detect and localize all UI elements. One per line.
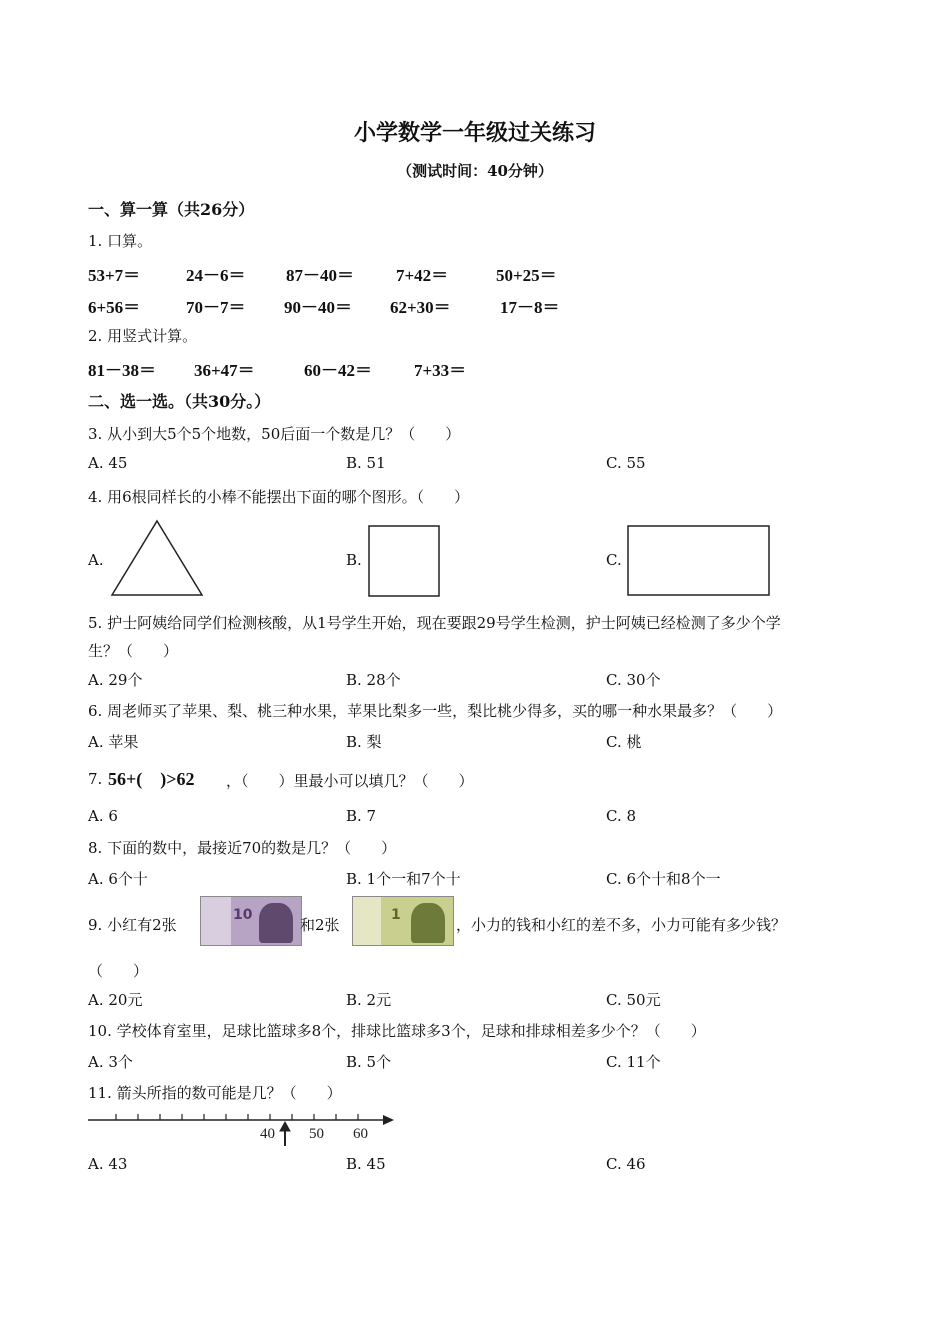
banknote-denomination: 1 xyxy=(391,907,401,923)
triangle-figure xyxy=(110,519,204,597)
option-a: A. 45 xyxy=(88,454,128,472)
rectangle-figure xyxy=(627,525,771,597)
option-b: B. 梨 xyxy=(346,733,382,751)
q2-expr: 7+33＝ xyxy=(414,361,467,380)
option-b: B. 5个 xyxy=(346,1053,392,1071)
q1-expr: 90－40＝ xyxy=(284,298,352,317)
q1-expr: 50+25＝ xyxy=(496,266,557,285)
option-a: A. 6 xyxy=(88,807,118,825)
section-heading-1: 一、算一算（共26分） xyxy=(88,200,255,219)
option-a: A. xyxy=(88,551,104,569)
option-b: B. 45 xyxy=(346,1155,386,1173)
option-a: A. 3个 xyxy=(88,1053,133,1071)
option-b: B. xyxy=(346,551,362,569)
option-c: C. 30个 xyxy=(606,671,661,689)
number-line-label: 50 xyxy=(309,1126,324,1142)
ten-yuan-banknote xyxy=(200,896,302,946)
question-stem: 11. 箭头所指的数可能是几？（ ） xyxy=(88,1084,342,1102)
one-yuan-banknote xyxy=(352,896,454,946)
page-subtitle: （测试时间：40分钟） xyxy=(397,162,553,180)
option-a: A. 苹果 xyxy=(88,733,139,751)
q2-label: 2. 用竖式计算。 xyxy=(88,327,198,345)
question-stem: 和2张 xyxy=(300,916,340,934)
question-stem-cont: 生？（ ） xyxy=(88,642,179,660)
q2-expr: 81－38＝ xyxy=(88,361,156,380)
question-stem: ，（ ）里最小可以填几？（ ） xyxy=(226,772,474,790)
number-line xyxy=(86,1108,398,1148)
option-b: B. 1个一和7个十 xyxy=(346,870,461,888)
option-a: A. 43 xyxy=(88,1155,128,1173)
q1-expr: 6+56＝ xyxy=(88,298,141,317)
number-line-label: 60 xyxy=(353,1126,368,1142)
option-c: C. 11个 xyxy=(606,1053,661,1071)
option-c: C. 50元 xyxy=(606,991,661,1009)
option-b: B. 28个 xyxy=(346,671,401,689)
question-stem: 9. 小红有2张 xyxy=(88,916,177,934)
square-figure xyxy=(368,525,441,597)
question-stem: 3. 从小到大5个5个地数，50后面一个数是几？（ ） xyxy=(88,425,461,443)
question-stem: 6. 周老师买了苹果、梨、桃三种水果，苹果比梨多一些，梨比桃少得多，买的哪一种水果最多？（ ） xyxy=(88,702,783,720)
option-c: C. 46 xyxy=(606,1155,646,1173)
number-line-label: 40 xyxy=(260,1126,275,1142)
option-c: C. 55 xyxy=(606,454,646,472)
option-c: C. xyxy=(606,551,622,569)
question-number: 7. xyxy=(88,770,103,788)
question-stem-cont: （ ） xyxy=(88,962,149,980)
option-c: C. 8 xyxy=(606,807,637,825)
option-c: C. 桃 xyxy=(606,733,642,751)
q2-expr: 36+47＝ xyxy=(194,361,255,380)
option-c: C. 6个十和8个一 xyxy=(606,870,721,888)
question-stem: 8. 下面的数中，最接近70的数是几？（ ） xyxy=(88,839,397,857)
question-stem: 4. 用6根同样长的小棒不能摆出下面的哪个图形。（ ） xyxy=(88,488,470,506)
q1-expr: 87－40＝ xyxy=(286,266,354,285)
question-stem: ，小力的钱和小红的差不多，小力可能有多少钱？ xyxy=(456,916,787,934)
inequality-expression: 56+( )>62 xyxy=(108,769,195,789)
option-b: B. 7 xyxy=(346,807,377,825)
q1-expr: 62+30＝ xyxy=(390,298,451,317)
q1-label: 1. 口算。 xyxy=(88,232,153,250)
q1-expr: 53+7＝ xyxy=(88,266,141,285)
option-b: B. 2元 xyxy=(346,991,392,1009)
q1-expr: 24－6＝ xyxy=(186,266,246,285)
q1-expr: 70－7＝ xyxy=(186,298,246,317)
option-a: A. 29个 xyxy=(88,671,143,689)
option-b: B. 51 xyxy=(346,454,386,472)
section-heading-2: 二、选一选。（共30分。） xyxy=(88,392,271,411)
option-a: A. 6个十 xyxy=(88,870,148,888)
question-stem: 10. 学校体育室里，足球比篮球多8个，排球比篮球多3个，足球和排球相差多少个？（ ） xyxy=(88,1022,706,1040)
page-title: 小学数学一年级过关练习 xyxy=(353,120,596,146)
q2-expr: 60－42＝ xyxy=(304,361,372,380)
banknote-denomination: 10 xyxy=(233,907,253,923)
question-stem: 5. 护士阿姨给同学们检测核酸，从1号学生开始，现在要跟29号学生检测，护士阿姨已经检测了多少个学 xyxy=(88,614,781,632)
number-line-arrow xyxy=(280,1122,290,1146)
q1-expr: 17－8＝ xyxy=(500,298,560,317)
option-a: A. 20元 xyxy=(88,991,143,1009)
q1-expr: 7+42＝ xyxy=(396,266,449,285)
